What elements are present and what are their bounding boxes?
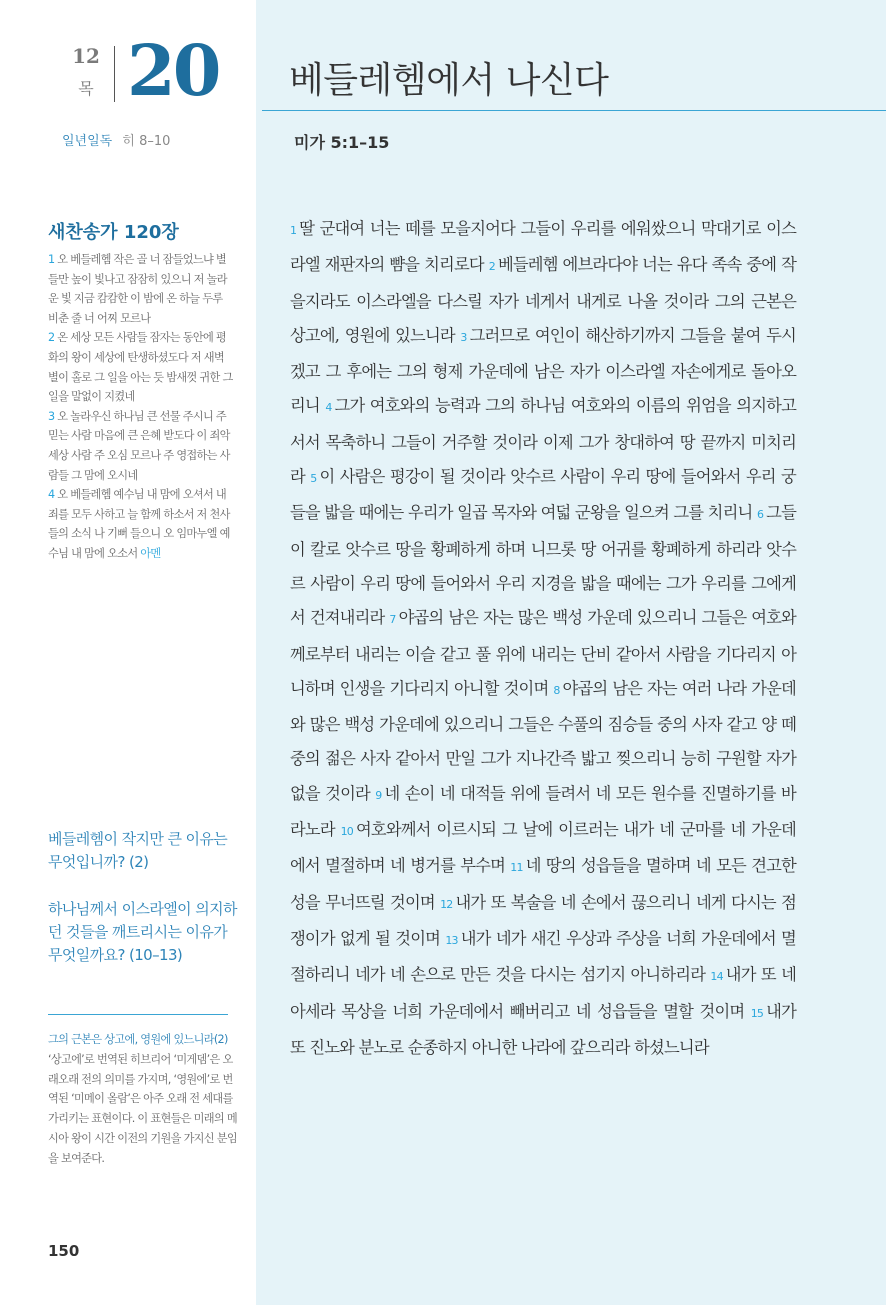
verse-text: 네 손이 네 대적들 위에 들려서 네 모든 원수를 진멸하기를 바라노라 (290, 783, 796, 840)
verse-text: 내가 네가 새긴 우상과 주상을 너희 가운데에서 멸절하리니 네가 네 손으로 만든 것을 다시는 섬기지 아니하리라 (290, 928, 796, 985)
title-rule (262, 110, 886, 111)
page-number: 150 (48, 1242, 80, 1260)
verse-text: 그러므로 여인이 해산하기까지 그들을 붙여 두시겠고 그 후에는 그의 형제 가운데에 남은 자가 이스라엘 자손에게로 돌아오리니 (290, 325, 796, 416)
verse-number: 4 (48, 488, 55, 502)
verse-number: 1 (290, 224, 297, 237)
scripture-reference: 미가 5:1–15 (294, 133, 390, 152)
verse-number: 2 (48, 331, 55, 345)
question-1: 베들레헴이 작지만 큰 이유는 무엇입니까? (2) (48, 830, 228, 871)
hymn-lyrics (48, 250, 234, 564)
scripture-verse (290, 467, 796, 522)
day-number: 20 (127, 29, 219, 112)
page-title: 베들레헴에서 나신다 (289, 60, 609, 101)
hymn-title: 새찬송가 120장 (48, 222, 179, 243)
hymn-verse-text: 온 세상 모든 사람들 잠자는 동안에 평화의 왕이 세상에 탄생하셨도다 저 새벽별이 홀로 그 일을 아는 듯 밤새껏 귀한 그 일을 말없이 지켰네 (48, 331, 233, 404)
verse-text: 내가 또 복술을 네 손에서 끊으리니 네게 다시는 점쟁이가 없게 될 것이며 (290, 892, 796, 948)
question-2: 하나님께서 이스라엘이 의지하던 것들을 깨트리시는 이유가 무엇일까요? (10–13) (48, 900, 237, 964)
note-divider (48, 1014, 228, 1015)
verse-number: 8 (553, 683, 560, 697)
verse-text: 이 사람은 평강이 될 것이라 앗수르 사람이 우리 땅에 들어와서 우리 궁들을 밟을 때에는 우리가 일곱 목자와 여덟 군왕을 일으켜 그를 치리니 (290, 467, 796, 523)
verse-text: 내가 또 진노와 분노로 순종하지 아니한 나라에 갚으리라 하셨느니라 (290, 1001, 796, 1057)
note-heading: 그의 근본은 상고에, 영원에 있느니라(2) (48, 1033, 228, 1046)
verse-text: 여호와께서 이르시되 그 날에 이르러는 내가 네 군마를 네 가운데에서 멸절하며 네 병거를 부수며 (290, 820, 796, 876)
hymn-verse (48, 250, 234, 328)
month-number: 12 (72, 44, 100, 68)
verse-text: 베들레헴 에브라다야 너는 유다 족속 중에 작을지라도 이스라엘을 다스릴 자가 네게서 내게로 나올 것이라 그의 근본은 상고에, 영원에 있느니라 (290, 255, 797, 345)
verse-number: 11 (510, 861, 523, 875)
verse-number: 13 (445, 933, 458, 947)
verse-text: 그들이 칼로 앗수르 땅을 황폐하게 하며 니므롯 땅 어귀를 황폐하게 하리라 앗수르 사람이 우리 땅에 들어와서 우리 지경을 밟을 때에는 그가 우리를 그에게서 건져내리라 (290, 503, 796, 628)
verse-text: 야곱의 남은 자는 많은 백성 가운데 있으리니 그들은 여호와께로부터 내리는 이슬 같고 풀 위에 내리는 단비 같아서 사람을 기다리지 아니하며 인생을 기다리지 아니할 것이며 (290, 608, 796, 698)
verse-number: 4 (325, 401, 332, 415)
verse-number: 9 (375, 788, 382, 802)
hymn-verse-text: 오 베들레헴 예수님 내 맘에 오셔서 내 죄를 모두 사하고 늘 함께 하소서 저 천사들의 소식 나 기뻐 들으니 오 임마누엘 예수님 내 맘에 오소서 (48, 488, 230, 560)
hymn-verse (48, 407, 234, 485)
note-text: ‘상고에’로 번역된 히브리어 ‘미게뎀’은 오래오래 전의 의미를 가지며, ‘영원에’로 번역된 ‘미메이 올람’은 아주 오래 전 세대를 가리키는 표현이다. 이 표현들은 미래의 메시아 왕이 시간 이전의 기원을 가지신 분임을 보여준다. (48, 1052, 237, 1165)
verse-number: 7 (389, 613, 396, 627)
verse-number: 10 (340, 825, 353, 839)
verse-number: 12 (440, 897, 453, 911)
yearly-reading-label: 일년일독 (62, 134, 113, 149)
hymn-verse (48, 485, 234, 563)
verse-number: 3 (460, 330, 467, 344)
weekday-label: 목 (78, 79, 94, 98)
verse-text: 그가 여호와의 능력과 그의 하나님 여호와의 이름의 위엄을 의지하고 서서 목축하니 그들이 거주할 것이라 이제 그가 창대하여 땅 끝까지 미치리라 (290, 396, 796, 487)
hymn-verse-text: 오 베들레헴 작은 골 너 잠들었느냐 별들만 높이 빛나고 잠잠히 있으니 저 놀라운 빛 지금 캄캄한 이 밤에 온 하늘 두루 비춘 줄 너 어찌 모르나 (48, 253, 227, 325)
verse-number: 3 (48, 409, 55, 423)
verse-text: 내가 또 네 아세라 목상을 너희 가운데에서 빼버리고 네 성읍들을 멸할 것이며 (290, 965, 796, 1021)
verse-number: 14 (710, 970, 723, 984)
verse-number: 15 (750, 1006, 764, 1020)
date-divider (114, 46, 115, 102)
verse-text: 네 땅의 성읍들을 멸하며 네 모든 견고한 성을 무너뜨릴 것이며 (290, 856, 796, 912)
hymn-verse-text: 오 놀라우신 하나님 큰 선물 주시니 주 믿는 사람 마음에 큰 은혜 받도다 이 죄악 세상 사람 주 오심 모르나 주 영접하는 사람들 그 맘에 오시네 (48, 409, 230, 482)
verse-number: 2 (488, 260, 495, 274)
hymn-amen: 아멘 (140, 546, 161, 560)
yearly-reading-range: 히 8–10 (122, 134, 171, 149)
scripture-text (290, 212, 796, 1065)
commentary-note (48, 1030, 238, 1169)
yearly-reading (62, 130, 170, 149)
verse-text: 딸 군대여 너는 떼를 모을지어다 그들이 우리를 에워쌌으니 막대기로 이스라엘 재판자의 뺨을 치리로다 (290, 219, 796, 275)
hymn-verse (48, 328, 234, 406)
verse-text: 야곱의 남은 자는 여러 나라 가운데와 많은 백성 가운데에 있으리니 그들은 수풀의 짐승들 중의 사자 같고 양 떼 중의 젊은 사자 같아서 만일 그가 지나간즉 밟고 찢으리니 능히 구원할 자가 없을 것이라 (290, 678, 796, 803)
verse-number: 1 (48, 253, 55, 266)
verse-number: 6 (756, 508, 764, 522)
verse-number: 5 (310, 472, 317, 486)
